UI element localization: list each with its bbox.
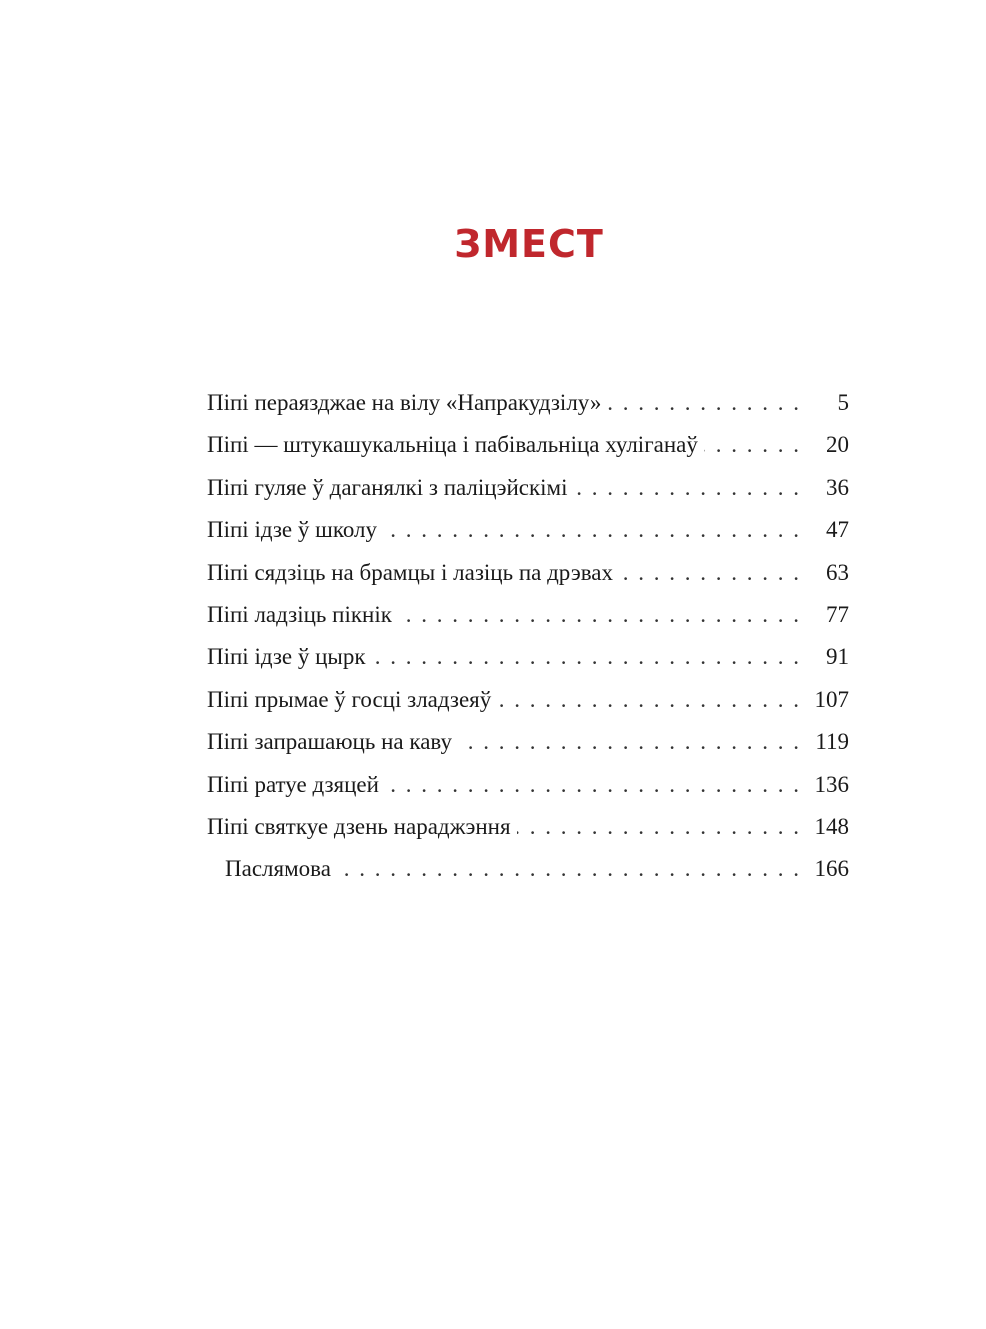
dot-leader <box>337 848 799 890</box>
toc-entry-page: 5 <box>837 390 849 415</box>
dot-leader <box>517 806 799 848</box>
toc-entry-title: Піпі ідзе ў цырк <box>207 644 366 670</box>
dot-leader <box>619 552 799 594</box>
toc-entry-title: Піпі ладзіць пікнік <box>207 601 392 627</box>
toc-entry-title: Піпі сядзіць на брамцы і лазіць па дрэвах <box>207 559 614 585</box>
toc-entry-page: 166 <box>814 856 849 882</box>
toc-entry-title: Паслямова <box>225 856 331 882</box>
toc-entry-page: 136 <box>814 771 849 797</box>
table-of-contents <box>207 382 849 891</box>
toc-entry-page: 148 <box>814 813 849 839</box>
toc-entry-title: Піпі пераязджае на вілу «Напракудзілу» <box>207 390 602 415</box>
toc-entry[interactable] <box>207 552 849 594</box>
page-title: ЗМЕСТ <box>454 222 604 266</box>
toc-entry-title: Піпі святкуе дзень нараджэння <box>207 813 511 839</box>
toc-entry-title: Піпі прымае ў госці зладзеяў <box>207 686 492 712</box>
dot-leader <box>372 636 799 678</box>
toc-entry-title: Піпі ратуе дзяцей <box>207 771 379 797</box>
dot-leader <box>574 467 800 509</box>
dot-leader <box>398 594 799 636</box>
toc-entry[interactable] <box>207 594 849 636</box>
toc-entry-title: Піпі ідзе ў школу <box>207 517 378 543</box>
toc-entry[interactable] <box>207 764 849 806</box>
toc-entry[interactable] <box>207 467 849 509</box>
toc-entry-title: Піпі запрашаюць на каву <box>207 729 452 755</box>
toc-entry[interactable] <box>207 806 849 848</box>
toc-entry-page: 119 <box>815 729 849 755</box>
toc-entry-title: Піпі гуляе ў даганялкі з паліцэйскімі <box>207 474 568 500</box>
dot-leader <box>607 382 799 424</box>
toc-entry-page: 107 <box>814 686 849 712</box>
toc-entry[interactable] <box>207 679 849 721</box>
dot-leader <box>385 764 799 806</box>
dot-leader <box>704 424 799 466</box>
toc-entry[interactable] <box>207 382 849 424</box>
toc-entry[interactable] <box>207 636 849 678</box>
toc-entry-page: 36 <box>826 474 849 500</box>
toc-entry-page: 63 <box>826 559 849 585</box>
toc-entry[interactable] <box>207 424 849 466</box>
toc-entry-page: 47 <box>826 517 849 543</box>
dot-leader <box>458 721 799 763</box>
toc-entry-title: Піпі — штукашукальніца і пабівальніца хуліганаў <box>207 432 698 458</box>
toc-entry[interactable] <box>207 721 849 763</box>
toc-entry-page: 91 <box>826 644 849 670</box>
toc-entry-page: 77 <box>826 601 849 627</box>
toc-entry[interactable] <box>207 509 849 551</box>
toc-entry-afterword[interactable] <box>207 848 849 890</box>
toc-entry-page: 20 <box>826 432 849 458</box>
dot-leader <box>497 679 799 721</box>
dot-leader <box>383 509 799 551</box>
